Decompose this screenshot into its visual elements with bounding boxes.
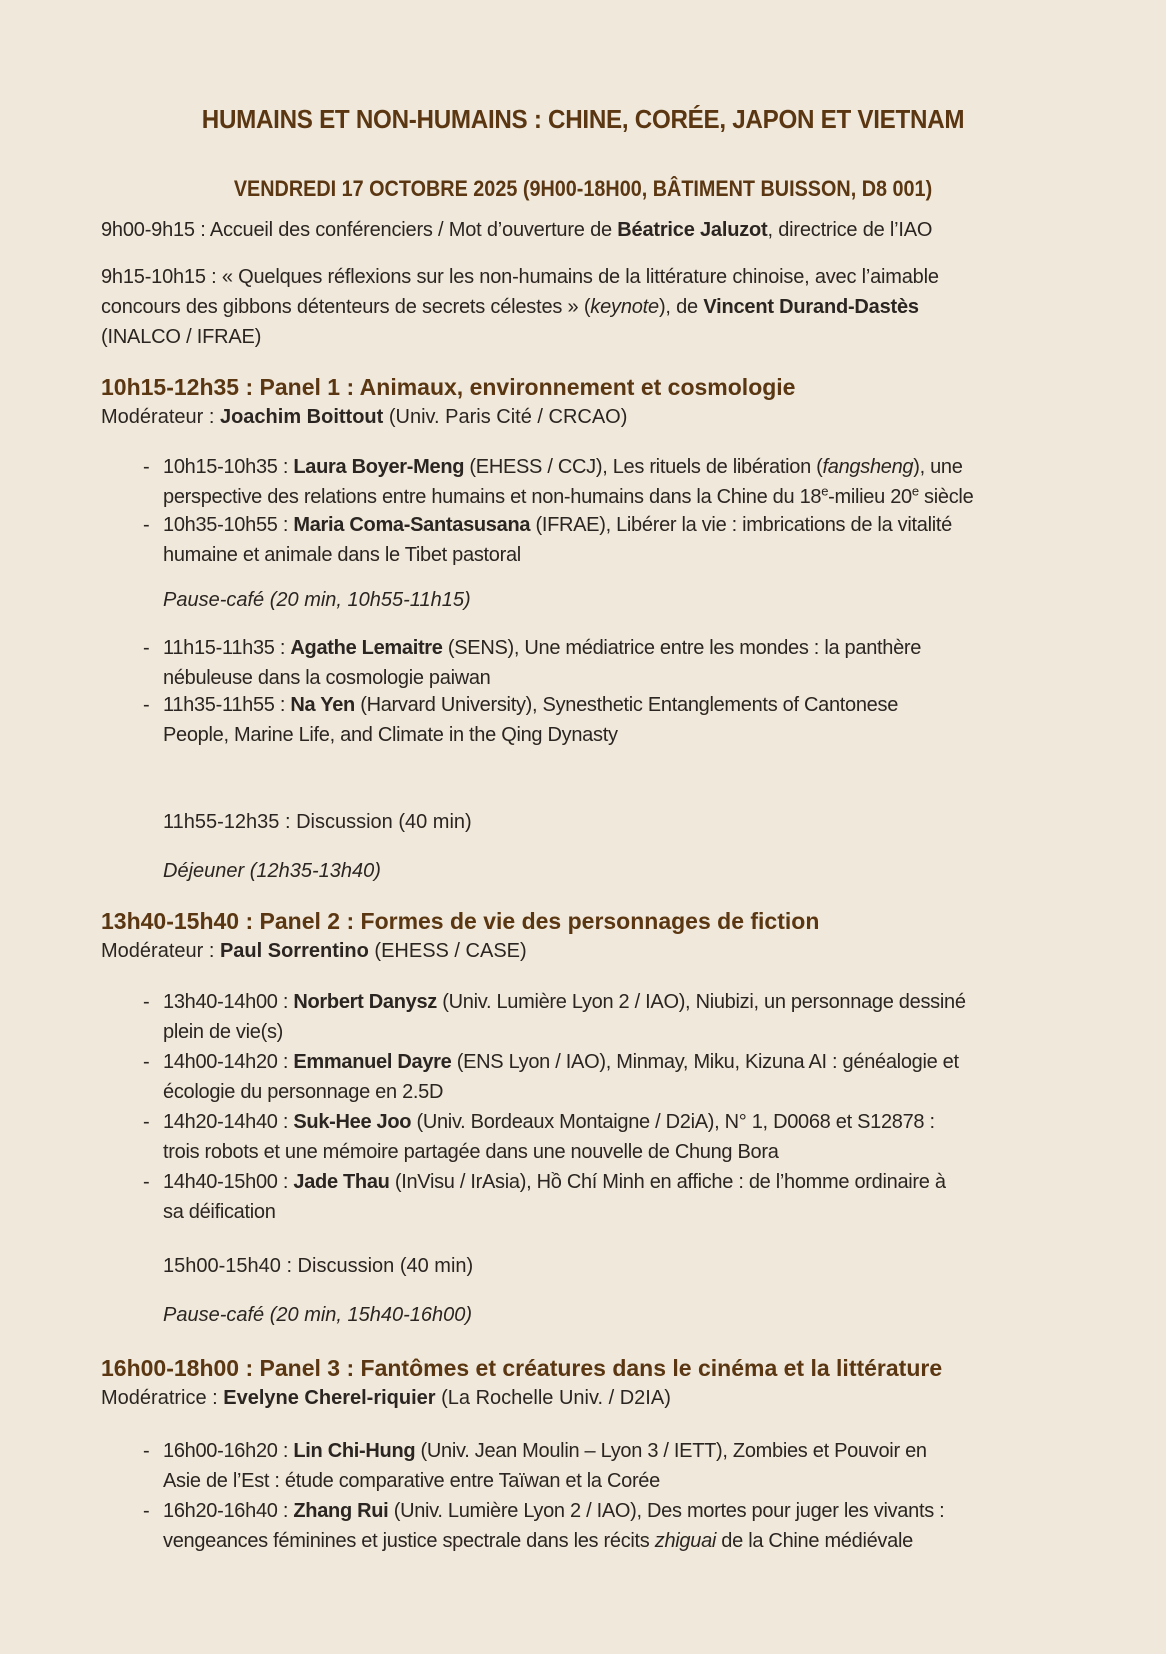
panel-title: 13h40-15h40 : Panel 2 : Formes de vie des personnages de fiction	[101, 908, 820, 934]
bullet: -	[143, 514, 150, 536]
page-title: HUMAINS ET NON-HUMAINS : CHINE, CORÉE, JAPON ET VIETNAM	[201, 104, 965, 134]
bullet: -	[143, 694, 150, 716]
talk-item: - 14h40-15h00 : Jade Thau (InVisu / IrAsia), Hồ Chí Minh en affiche : de l’homme ordinaire à sa déification	[143, 1167, 1078, 1227]
talk-item: - 13h40-14h00 : Norbert Danysz (Univ. Lumière Lyon 2 / IAO), Niubizi, un personnage dessiné plein de vie(s)	[143, 987, 1078, 1047]
bullet: -	[143, 1171, 150, 1193]
opening-item: 9h00-9h15 : Accueil des conférenciers / Mot d’ouverture de Béatrice Jaluzot, directrice de l’IAO	[101, 219, 933, 241]
talk-item: - 11h35-11h55 : Na Yen (Harvard University), Synesthetic Entanglements of Cantonese People, Marine Life, and Climate in the Qing Dynasty	[143, 690, 1078, 750]
coffee-break: Pause-café (20 min, 15h40-16h00)	[163, 1304, 473, 1326]
panel-2-header	[101, 906, 1081, 966]
panel-title: 16h00-18h00 : Panel 3 : Fantômes et créatures dans le cinéma et la littérature	[101, 1355, 943, 1381]
keynote-item: 9h15-10h15 : « Quelques réflexions sur les non-humains de la littérature chinoise, avec l’aimable concours des gibbons détenteurs de secrets célestes » (keynote), de Vincent Durand-Dastès (INALCO / IFRAE)	[101, 266, 939, 348]
bullet: -	[143, 1051, 150, 1073]
discussion-slot: 15h00-15h40 : Discussion (40 min)	[163, 1255, 474, 1277]
panel-1-header	[101, 372, 1081, 432]
moderator-line: Modératrice : Evelyne Cherel-riquier (La Rochelle Univ. / D2IA)	[101, 1387, 671, 1409]
panel-title: 10h15-12h35 : Panel 1 : Animaux, environnement et cosmologie	[101, 374, 796, 400]
moderator-line: Modérateur : Joachim Boittout (Univ. Paris Cité / CRCAO)	[101, 406, 628, 428]
talk-item: - 10h35-10h55 : Maria Coma-Santasusana (IFRAE), Libérer la vie : imbrications de la vitalité humaine et animale dans le Tibet pastoral	[143, 510, 1078, 570]
talk-item: - 14h20-14h40 : Suk-Hee Joo (Univ. Bordeaux Montaigne / D2iA), N° 1, D0068 et S12878 : trois robots et une mémoire partagée dans une nouvelle de Chung Bora	[143, 1107, 1078, 1167]
coffee-break: Pause-café (20 min, 10h55-11h15)	[163, 589, 471, 611]
event-date: VENDREDI 17 OCTOBRE 2025 (9H00-18H00, BÂTIMENT BUISSON, D8 001)	[233, 176, 933, 201]
speaker-name: Béatrice Jaluzot	[617, 219, 768, 241]
bullet: -	[143, 456, 150, 478]
speaker-name: Vincent Durand-Dastès	[703, 296, 919, 318]
bullet: -	[143, 1111, 150, 1133]
moderator-line: Modérateur : Paul Sorrentino (EHESS / CASE)	[101, 940, 527, 962]
talk-item: - 16h00-16h20 : Lin Chi-Hung (Univ. Jean Moulin – Lyon 3 / IETT), Zombies et Pouvoir en Asie de l’Est : étude comparative entre Taïwan et la Corée	[143, 1436, 1078, 1496]
talk-item: - 14h00-14h20 : Emmanuel Dayre (ENS Lyon / IAO), Minmay, Miku, Kizuna AI : généalogie et écologie du personnage en 2.5D	[143, 1047, 1078, 1107]
talk-item: - 16h20-16h40 : Zhang Rui (Univ. Lumière Lyon 2 / IAO), Des mortes pour juger les vivants : vengeances féminines et justice spectrale dans les récits zhiguai de la Chine médiévale	[143, 1496, 1078, 1556]
talk-item: - 10h15-10h35 : Laura Boyer-Meng (EHESS / CCJ), Les rituels de libération (fangsheng), une perspective des relations entre humains et non-humains dans la Chine du 18e-milieu 20e siècle	[143, 452, 1078, 512]
bullet: -	[143, 991, 150, 1013]
panel-3-header	[101, 1353, 1081, 1413]
bullet: -	[143, 1500, 150, 1522]
discussion-slot: 11h55-12h35 : Discussion (40 min)	[163, 811, 472, 833]
talk-item: - 11h15-11h35 : Agathe Lemaitre (SENS), Une médiatrice entre les mondes : la panthère nébuleuse dans la cosmologie paiwan	[143, 633, 1078, 693]
lunch-break: Déjeuner (12h35-13h40)	[163, 860, 381, 882]
bullet: -	[143, 1440, 150, 1462]
bullet: -	[143, 637, 150, 659]
